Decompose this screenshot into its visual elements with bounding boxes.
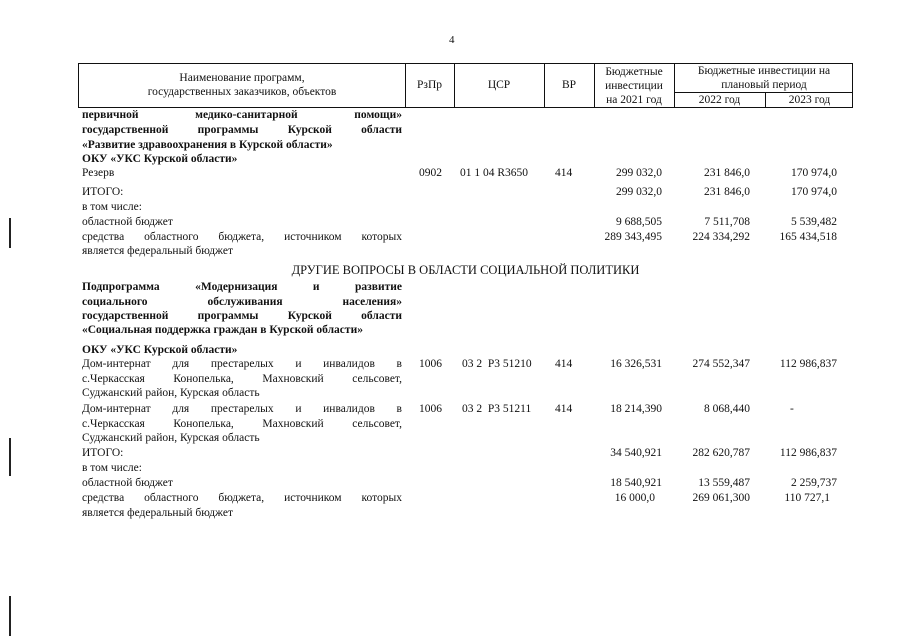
- total-label: ИТОГО:: [82, 186, 124, 198]
- row-name-line3: Суджанский район, Курская область: [82, 387, 260, 399]
- page-number: 4: [449, 34, 455, 46]
- section1-title-line2: государственной программы Курской области: [82, 124, 402, 136]
- section2-title-line4: «Социальная поддержка граждан в Курской области»: [82, 324, 363, 336]
- table-header: [78, 63, 853, 108]
- section-heading: ДРУГИЕ ВОПРОСЫ В ОБЛАСТИ СОЦИАЛЬНОЙ ПОЛИТИКИ: [291, 263, 640, 277]
- row-name-line2: с.Черкасская Конопелька, Махновский сельсовет,: [82, 373, 402, 385]
- federal-2021: 289 343,495: [604, 231, 662, 243]
- row-2022: 274 552,347: [692, 358, 750, 370]
- federal-2021: 16 000,0: [614, 492, 655, 504]
- regional-2022: 7 511,708: [704, 216, 750, 228]
- regional-2023: 2 259,737: [791, 477, 837, 489]
- federal-2022: 224 334,292: [692, 231, 750, 243]
- federal-2023: 165 434,518: [779, 231, 837, 243]
- row-2022: 231 846,0: [704, 167, 750, 179]
- row-rzpr: 0902: [419, 167, 442, 179]
- including-label: в том числе:: [82, 201, 142, 213]
- regional-2021: 9 688,505: [616, 216, 662, 228]
- including-label: в том числе:: [82, 462, 142, 474]
- row-2023: -: [790, 403, 794, 415]
- total-2021: 34 540,921: [610, 447, 662, 459]
- row-name-line1: Дом-интернат для престарелых и инвалидов в: [82, 358, 402, 370]
- row-csr: 03 2 P3 51211: [462, 403, 532, 415]
- section2-customer: ОКУ «УКС Курской области»: [82, 344, 238, 356]
- federal-label-line2: является федеральный бюджет: [82, 507, 233, 519]
- regional-label: областной бюджет: [82, 477, 173, 489]
- header-rzpr: РзПр: [417, 79, 442, 91]
- total-2021: 299 032,0: [616, 186, 662, 198]
- header-2023: 2023 год: [788, 94, 831, 106]
- section1-title-line1: первичной медико-санитарной помощи»: [82, 109, 402, 121]
- header-plan-period: Бюджетные инвестиции на плановый период: [697, 65, 831, 91]
- federal-label-line1: средства областного бюджета, источником которых: [82, 231, 402, 243]
- federal-label-line2: является федеральный бюджет: [82, 245, 233, 257]
- row-rzpr: 1006: [419, 358, 442, 370]
- regional-2022: 13 559,487: [698, 477, 750, 489]
- regional-2021: 18 540,921: [610, 477, 662, 489]
- scan-margin-line: [9, 596, 11, 636]
- section1-title-line3: «Развитие здравоохранения в Курской области»: [82, 139, 333, 151]
- scan-margin-line: [9, 218, 11, 248]
- header-budget-2021: Бюджетные инвестиции на 2021 год: [605, 66, 663, 106]
- section2-title-line2: социального обслуживания населения»: [82, 296, 402, 308]
- row-2021: 299 032,0: [616, 167, 662, 179]
- federal-label-line1: средства областного бюджета, источником которых: [82, 492, 402, 504]
- row-vr: 414: [555, 167, 573, 179]
- row-name: Резерв: [82, 167, 115, 179]
- regional-label: областной бюджет: [82, 216, 173, 228]
- header-name: Наименование программ, государственных заказчиков, объектов: [147, 72, 337, 98]
- total-label: ИТОГО:: [82, 447, 124, 459]
- row-name-line1: Дом-интернат для престарелых и инвалидов в: [82, 403, 402, 415]
- section1-customer: ОКУ «УКС Курской области»: [82, 153, 238, 165]
- scan-margin-line: [9, 438, 11, 476]
- row-2021: 16 326,531: [610, 358, 662, 370]
- row-csr: 01 1 04 R3650: [460, 167, 529, 179]
- total-2023: 112 986,837: [779, 447, 837, 459]
- regional-2023: 5 539,482: [791, 216, 837, 228]
- row-2021: 18 214,390: [610, 403, 662, 415]
- header-csr: ЦСР: [487, 79, 511, 91]
- section2-title-line3: государственной программы Курской области: [82, 310, 402, 322]
- total-2022: 282 620,787: [692, 447, 750, 459]
- total-2023: 170 974,0: [791, 186, 837, 198]
- row-name-line2: с.Черкасская Конопелька, Махновский сельсовет,: [82, 418, 402, 430]
- row-2022: 8 068,440: [704, 403, 750, 415]
- row-rzpr: 1006: [419, 403, 442, 415]
- row-vr: 414: [555, 358, 573, 370]
- row-csr: 03 2 P3 51210: [462, 358, 532, 370]
- section2-title-line1: Подпрограмма «Модернизация и развитие: [82, 281, 402, 293]
- header-vr: ВР: [561, 79, 577, 91]
- federal-2022: 269 061,300: [692, 492, 750, 504]
- federal-2023: 110 727,1: [784, 492, 830, 504]
- row-name-line3: Суджанский район, Курская область: [82, 432, 260, 444]
- row-vr: 414: [555, 403, 573, 415]
- row-2023: 112 986,837: [779, 358, 837, 370]
- row-2023: 170 974,0: [791, 167, 837, 179]
- total-2022: 231 846,0: [704, 186, 750, 198]
- header-2022: 2022 год: [698, 94, 741, 106]
